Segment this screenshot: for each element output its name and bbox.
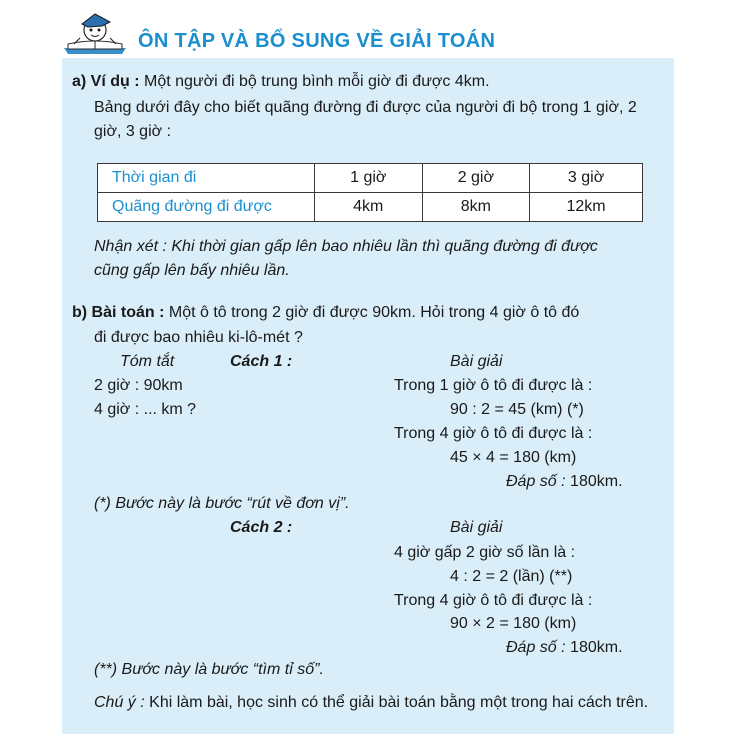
content-panel: [62, 58, 674, 734]
summary-line-2: 4 giờ : ... km ?: [94, 401, 197, 418]
table-header-time: Thời gian đi: [98, 164, 315, 193]
method-1-step-1: Trong 1 giờ ô tô đi được là :: [394, 377, 593, 394]
part-a-text-1: Một người đi bộ trung bình mỗi giờ đi được 4km.: [144, 73, 490, 90]
summary-line-1: 2 giờ : 90km: [94, 377, 183, 394]
answer-value: 180km.: [570, 639, 623, 656]
table-row: [98, 193, 643, 222]
caution-line: [94, 693, 648, 713]
note-1: (*) Bước này là bước “rút về đơn vị”.: [94, 495, 350, 512]
method-1-answer: [506, 472, 623, 492]
method-2-step-3: Trong 4 giờ ô tô đi được là :: [394, 592, 593, 609]
caution-label: Chú ý :: [94, 694, 145, 711]
method-2-step-2: 4 : 2 = 2 (lần) (**): [450, 568, 573, 585]
part-a-label: a) Ví dụ :: [72, 73, 140, 90]
table-row: [98, 164, 643, 193]
table-cell: 8km: [422, 193, 530, 222]
method-2-label: Cách 2 :: [230, 519, 293, 536]
table-cell: 4km: [315, 193, 423, 222]
summary-label: Tóm tắt: [120, 353, 175, 370]
method-2-answer: [506, 638, 623, 658]
remark-line-2: cũng gấp lên bấy nhiêu lần.: [94, 262, 290, 279]
part-a-text-2: Bảng dưới đây cho biết quãng đường đi được của người đi bộ trong 1 giờ, 2: [94, 99, 637, 116]
answer-label: Đáp số :: [506, 639, 566, 656]
method-2-step-4: 90 × 2 = 180 (km): [450, 615, 577, 632]
page-title: ÔN TẬP VÀ BỔ SUNG VỀ GIẢI TOÁN: [138, 30, 496, 52]
part-a-line-1: [72, 72, 490, 92]
table-cell: 3 giờ: [530, 164, 643, 193]
table-cell: 2 giờ: [422, 164, 530, 193]
part-a-text-3: giờ, 3 giờ :: [94, 123, 172, 140]
answer-label: Đáp số :: [506, 473, 566, 490]
table-cell: 1 giờ: [315, 164, 423, 193]
part-b-line-1: [72, 303, 579, 323]
distance-table: [97, 163, 643, 222]
note-2: (**) Bước này là bước “tìm tỉ số”.: [94, 661, 324, 678]
table-header-distance: Quãng đường đi được: [98, 193, 315, 222]
method-1-step-2: 90 : 2 = 45 (km) (*): [450, 401, 584, 418]
table-cell: 12km: [530, 193, 643, 222]
header: [60, 8, 680, 58]
method-2-solution-label: Bài giải: [450, 519, 503, 536]
method-1-step-4: 45 × 4 = 180 (km): [450, 449, 577, 466]
part-b-text-1: Một ô tô trong 2 giờ đi được 90km. Hỏi trong 4 giờ ô tô đó: [168, 304, 580, 321]
answer-value: 180km.: [570, 473, 623, 490]
method-1-label: Cách 1 :: [230, 353, 293, 370]
remark-line-1: Nhận xét : Khi thời gian gấp lên bao nhiêu lần thì quãng đường đi được: [94, 238, 598, 255]
boy-reading-book-icon: [60, 8, 130, 56]
method-1-step-3: Trong 4 giờ ô tô đi được là :: [394, 425, 593, 442]
part-b-label: b) Bài toán :: [72, 304, 165, 321]
part-b-text-2: đi được bao nhiêu ki-lô-mét ?: [94, 329, 303, 346]
method-2-step-1: 4 giờ gấp 2 giờ số lần là :: [394, 544, 576, 561]
caution-text: Khi làm bài, học sinh có thể giải bài toán bằng một trong hai cách trên.: [149, 694, 649, 711]
method-1-solution-label: Bài giải: [450, 353, 503, 370]
